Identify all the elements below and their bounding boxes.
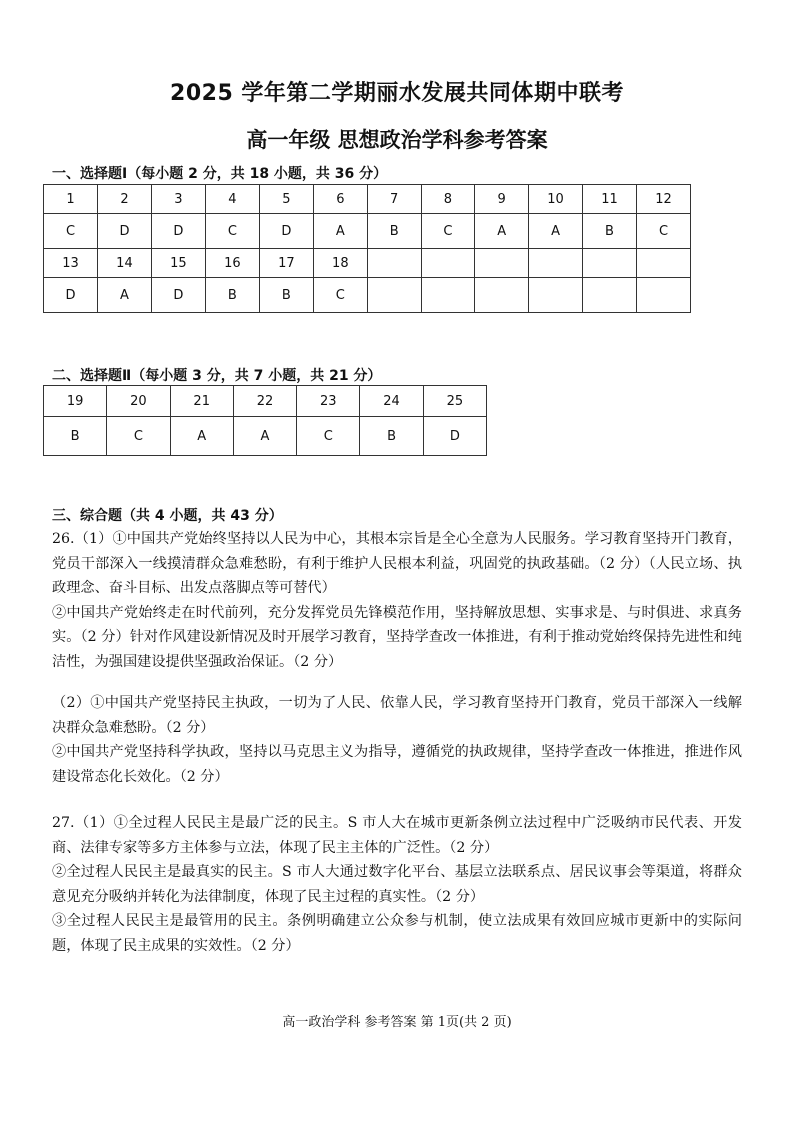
answer-cell: A (233, 417, 296, 456)
question-number: 15 (151, 249, 205, 278)
answer-cell: B (44, 417, 107, 456)
question-number (583, 249, 637, 278)
table-row (44, 386, 487, 417)
question-number: 10 (529, 185, 583, 214)
answer-cell: C (421, 214, 475, 249)
answer-cell: C (313, 278, 367, 313)
question-number: 21 (170, 386, 233, 417)
answer-key-subtitle: 高一年级 思想政治学科参考答案 (246, 128, 548, 152)
question-number: 3 (151, 185, 205, 214)
question-number: 23 (297, 386, 360, 417)
answer-cell: A (475, 214, 529, 249)
table-row (44, 417, 487, 456)
question-number (475, 249, 529, 278)
answer-cell (637, 278, 691, 313)
exam-title: 2025 学年第二学期丽水发展共同体期中联考 (170, 81, 624, 106)
question-number: 1 (44, 185, 98, 214)
answer-cell (529, 278, 583, 313)
question-number: 13 (44, 249, 98, 278)
q26-part2-answer (52, 691, 742, 789)
answer-cell: D (97, 214, 151, 249)
question-number: 2 (97, 185, 151, 214)
answer-cell: B (259, 278, 313, 313)
section1-heading: 一、选择题Ⅰ（每小题 2 分，共 18 小题，共 36 分） (52, 166, 388, 182)
question-number: 19 (44, 386, 107, 417)
section3-heading: 三、综合题（共 4 小题，共 43 分） (52, 508, 283, 524)
answer-paragraph: ②中国共产党始终走在时代前列，充分发挥党员先锋模范作用，坚持解放思想、实事求是、与时俱进、求真务实。（2 分）针对作风建设新情况及时开展学习教育，坚持学查改一体推进，有利于推动党始终保持先进性和纯洁性，为强国建设提供坚强政治保证。（2 分） (52, 604, 742, 670)
answer-cell: D (423, 417, 486, 456)
q27-part1-answer (52, 811, 742, 958)
answer-cell: B (583, 214, 637, 249)
answer-cell: A (313, 214, 367, 249)
question-number: 22 (233, 386, 296, 417)
answer-cell: C (205, 214, 259, 249)
question-number: 4 (205, 185, 259, 214)
answer-cell: D (44, 278, 98, 313)
page-footer: 高一政治学科 参考答案 第 1页(共 2 页) (282, 1015, 512, 1030)
question-number: 6 (313, 185, 367, 214)
answer-cell (475, 278, 529, 313)
table-row (44, 249, 691, 278)
answer-cell: C (44, 214, 98, 249)
table-row (44, 185, 691, 214)
answer-cell: D (151, 214, 205, 249)
answer-paragraph: ③全过程人民民主是最管用的民主。条例明确建立公众参与机制，使立法成果有效回应城市更新中的实际问题，体现了民主成果的实效性。（2 分） (52, 913, 742, 954)
answer-cell: D (259, 214, 313, 249)
question-number: 25 (423, 386, 486, 417)
question-number: 20 (107, 386, 170, 417)
answer-cell: A (170, 417, 233, 456)
answer-cell: A (97, 278, 151, 313)
section2-answer-table (43, 385, 487, 456)
question-number: 7 (367, 185, 421, 214)
question-number: 12 (637, 185, 691, 214)
answer-paragraph: （2）①中国共产党坚持民主执政，一切为了人民、依靠人民，学习教育坚持开门教育，党员干部深入一线解决群众急难愁盼。（2 分） (52, 695, 742, 736)
question-number: 5 (259, 185, 313, 214)
answer-paragraph: ②中国共产党坚持科学执政，坚持以马克思主义为指导，遵循党的执政规律，坚持学查改一体推进，推进作风建设常态化长效化。（2 分） (52, 744, 742, 785)
question-number: 8 (421, 185, 475, 214)
question-number (637, 249, 691, 278)
question-number: 18 (313, 249, 367, 278)
answer-paragraph: 26.（1）①中国共产党始终坚持以人民为中心，其根本宗旨是全心全意为人民服务。学习教育坚持开门教育，党员干部深入一线摸清群众急难愁盼，有利于维护人民根本利益，巩固党的执政基础。（2 分）（人民立场、执政理念、奋斗目标、出发点落脚点等可替代） (52, 531, 742, 596)
answer-cell (421, 278, 475, 313)
question-number: 11 (583, 185, 637, 214)
question-number: 9 (475, 185, 529, 214)
section1-answer-table (43, 184, 691, 313)
answer-paragraph: ②全过程人民民主是最真实的民主。S 市人大通过数字化平台、基层立法联系点、居民议事会等渠道，将群众意见充分吸纳并转化为法律制度，体现了民主过程的真实性。（2 分） (52, 864, 742, 905)
answer-cell (583, 278, 637, 313)
answer-cell (367, 278, 421, 313)
question-number (421, 249, 475, 278)
section2-heading: 二、选择题Ⅱ（每小题 3 分，共 7 小题，共 21 分） (52, 368, 382, 384)
answer-cell: A (529, 214, 583, 249)
question-number: 16 (205, 249, 259, 278)
table-row (44, 278, 691, 313)
question-number: 14 (97, 249, 151, 278)
answer-cell: B (367, 214, 421, 249)
answer-cell: C (297, 417, 360, 456)
answer-cell: C (107, 417, 170, 456)
answer-cell: B (205, 278, 259, 313)
table-row (44, 214, 691, 249)
answer-cell: C (637, 214, 691, 249)
answer-paragraph: 27.（1）①全过程人民民主是最广泛的民主。S 市人大在城市更新条例立法过程中广泛吸纳市民代表、开发商、法律专家等多方主体参与立法，体现了民主主体的广泛性。（2 分） (52, 815, 742, 856)
question-number: 17 (259, 249, 313, 278)
question-number (529, 249, 583, 278)
question-number: 24 (360, 386, 423, 417)
q26-part1-answer (52, 527, 742, 674)
question-number (367, 249, 421, 278)
answer-cell: B (360, 417, 423, 456)
answer-cell: D (151, 278, 205, 313)
